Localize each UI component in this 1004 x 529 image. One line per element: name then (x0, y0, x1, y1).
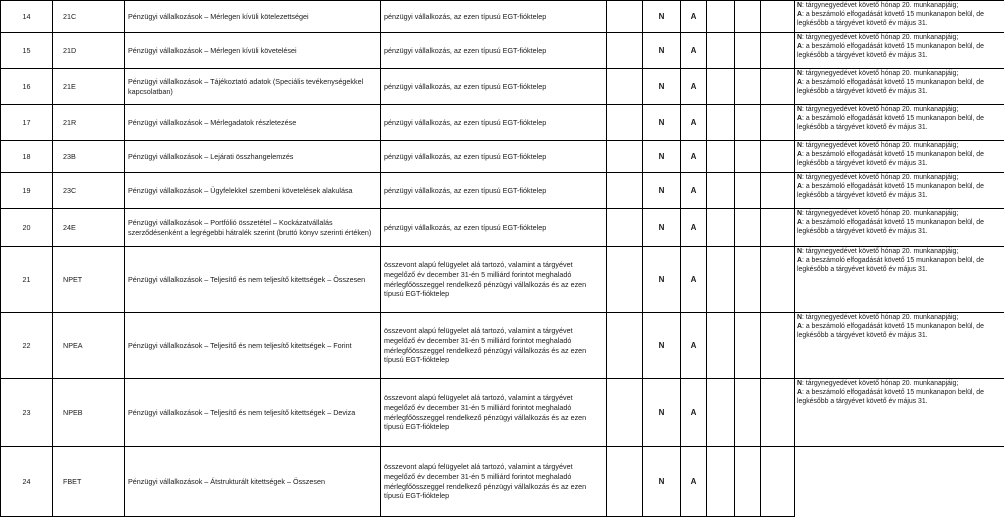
report-name: Pénzügyi vállalkozások – Teljesítő és nem teljesítő kitettségek – Deviza (125, 379, 381, 447)
empty-cell (761, 209, 795, 247)
frequency-a: A (681, 141, 707, 173)
deadline-remark (795, 379, 1004, 447)
frequency-a: A (681, 105, 707, 141)
empty-cell (607, 313, 643, 379)
table-row (1, 173, 1004, 209)
frequency-a: A (681, 69, 707, 105)
frequency-n: N (643, 313, 681, 379)
remark-text: : tárgynegyedévet követő hónap 20. munkanapjáig; (801, 70, 959, 77)
deadline-remark (795, 173, 1004, 209)
empty-cell (735, 209, 761, 247)
empty-cell (761, 141, 795, 173)
remark-key: A (797, 389, 802, 397)
empty-cell (707, 33, 735, 69)
row-number: 18 (1, 141, 53, 173)
remark-key: N (797, 210, 802, 217)
empty-cell (707, 209, 735, 247)
report-name: Pénzügyi vállalkozások – Mérlegen kívüli követelései (125, 33, 381, 69)
empty-cell (607, 33, 643, 69)
reporter-scope: pénzügyi vállalkozás, az ezen típusú EGT-fióktelep (381, 33, 607, 69)
remark-text: : a beszámoló elfogadását követő 15 munkanapon belül, de legkésőbb a tárgyévet követő év május 31. (797, 11, 984, 28)
empty-cell (795, 447, 1004, 517)
remark-key: A (797, 11, 802, 19)
remark-text: : a beszámoló elfogadását követő 15 munkanapon belül, de legkésőbb a tárgyévet követő év május 31. (797, 323, 984, 340)
reporter-scope: pénzügyi vállalkozás, az ezen típusú EGT-fióktelep (381, 141, 607, 173)
empty-cell (761, 447, 795, 517)
remark-text: : tárgynegyedévet követő hónap 20. munkanapjáig; (801, 142, 959, 149)
empty-cell (607, 173, 643, 209)
empty-cell (707, 313, 735, 379)
remark-text: : tárgynegyedévet követő hónap 20. munkanapjáig; (801, 314, 959, 321)
remark-text: : a beszámoló elfogadását követő 15 munkanapon belül, de legkésőbb a tárgyévet követő év május 31. (797, 219, 984, 236)
frequency-a: A (681, 173, 707, 209)
empty-cell (761, 313, 795, 379)
deadline-remark (795, 69, 1004, 105)
empty-cell (761, 173, 795, 209)
deadline-remark (795, 209, 1004, 247)
frequency-a: A (681, 33, 707, 69)
remark-key: A (797, 151, 802, 159)
frequency-a: A (681, 247, 707, 313)
empty-cell (735, 1, 761, 33)
remark-key: A (797, 323, 802, 331)
remark-key: N (797, 174, 802, 181)
remark-text: : tárgynegyedévet követő hónap 20. munkanapjáig; (801, 380, 959, 387)
empty-cell (607, 247, 643, 313)
frequency-a: A (681, 313, 707, 379)
report-code: 21R (53, 105, 125, 141)
empty-cell (761, 69, 795, 105)
frequency-a: A (681, 447, 707, 517)
remark-text: : a beszámoló elfogadását követő 15 munkanapon belül, de legkésőbb a tárgyévet követő év május 31. (797, 43, 984, 60)
frequency-n: N (643, 69, 681, 105)
frequency-a: A (681, 379, 707, 447)
remark-key: N (797, 380, 802, 387)
deadline-remark (795, 105, 1004, 141)
empty-cell (607, 447, 643, 517)
empty-cell (761, 247, 795, 313)
empty-cell (707, 69, 735, 105)
remark-key: N (797, 34, 802, 41)
report-code: NPEA (53, 313, 125, 379)
table-row (1, 209, 1004, 247)
frequency-n: N (643, 379, 681, 447)
row-number: 24 (1, 447, 53, 517)
empty-cell (735, 69, 761, 105)
empty-cell (761, 1, 795, 33)
empty-cell (761, 105, 795, 141)
remark-key: N (797, 106, 802, 113)
remark-text: : tárgynegyedévet követő hónap 20. munkanapjáig; (801, 106, 959, 113)
remark-text: : a beszámoló elfogadását követő 15 munkanapon belül, de legkésőbb a tárgyévet követő év május 31. (797, 151, 984, 168)
report-code: 23B (53, 141, 125, 173)
frequency-n: N (643, 247, 681, 313)
remark-key: A (797, 43, 802, 51)
table-row (1, 1, 1004, 33)
remark-text: : tárgynegyedévet követő hónap 20. munkanapjáig; (801, 174, 959, 181)
report-name: Pénzügyi vállalkozások – Tájékoztató adatok (Speciális tevékenységekkel kapcsolatban) (125, 69, 381, 105)
row-number: 22 (1, 313, 53, 379)
reporter-scope: összevont alapú felügyelet alá tartozó, valamint a tárgyévet megelőző év december 31-én 5 milliárd forintot meghaladó mérlegfőösszeggel rendelkező pénzügyi vállalkozás és az ezen típusú EGT-fióktelep (381, 447, 607, 517)
frequency-n: N (643, 105, 681, 141)
remark-text: : a beszámoló elfogadását követő 15 munkanapon belül, de legkésőbb a tárgyévet követő év május 31. (797, 257, 984, 274)
empty-cell (707, 247, 735, 313)
reporter-scope: összevont alapú felügyelet alá tartozó, valamint a tárgyévet megelőző év december 31-én 5 milliárd forintot meghaladó mérlegfőösszeggel rendelkező pénzügyi vállalkozás és az ezen típusú EGT-fióktelep (381, 313, 607, 379)
report-name: Pénzügyi vállalkozások – Portfólió összetétel – Kockázatvállalás szerződésenként a legrégebbi hátralék szerint (bruttó könyv szerinti értéken) (125, 209, 381, 247)
empty-cell (707, 105, 735, 141)
frequency-n: N (643, 1, 681, 33)
report-name: Pénzügyi vállalkozások – Mérlegadatok részletezése (125, 105, 381, 141)
row-number: 15 (1, 33, 53, 69)
reporter-scope: pénzügyi vállalkozás, az ezen típusú EGT-fióktelep (381, 1, 607, 33)
frequency-a: A (681, 1, 707, 33)
empty-cell (607, 105, 643, 141)
report-code: FBET (53, 447, 125, 517)
frequency-n: N (643, 33, 681, 69)
remark-key: A (797, 79, 802, 87)
reporter-scope: pénzügyi vállalkozás, az ezen típusú EGT-fióktelep (381, 105, 607, 141)
remark-text: : tárgynegyedévet követő hónap 20. munkanapjáig; (801, 210, 959, 217)
empty-cell (735, 379, 761, 447)
reporter-scope: pénzügyi vállalkozás, az ezen típusú EGT-fióktelep (381, 69, 607, 105)
row-number: 20 (1, 209, 53, 247)
deadline-remark (795, 1, 1004, 33)
row-number: 17 (1, 105, 53, 141)
remark-key: A (797, 115, 802, 123)
empty-cell (707, 447, 735, 517)
reporter-scope: pénzügyi vállalkozás, az ezen típusú EGT-fióktelep (381, 209, 607, 247)
report-code: 21C (53, 1, 125, 33)
row-number: 21 (1, 247, 53, 313)
frequency-n: N (643, 141, 681, 173)
remark-text: : a beszámoló elfogadását követő 15 munkanapon belül, de legkésőbb a tárgyévet követő év május 31. (797, 183, 984, 200)
report-code: 23C (53, 173, 125, 209)
frequency-n: N (643, 447, 681, 517)
empty-cell (735, 313, 761, 379)
empty-cell (607, 141, 643, 173)
remark-key: N (797, 248, 802, 255)
remark-key: A (797, 219, 802, 227)
report-code: 21D (53, 33, 125, 69)
row-number: 16 (1, 69, 53, 105)
deadline-remark (795, 247, 1004, 313)
table-row (1, 105, 1004, 141)
frequency-n: N (643, 173, 681, 209)
remark-text: : tárgynegyedévet követő hónap 20. munkanapjáig; (801, 248, 959, 255)
empty-cell (707, 379, 735, 447)
frequency-a: A (681, 209, 707, 247)
empty-cell (607, 379, 643, 447)
remark-key: N (797, 142, 802, 149)
empty-cell (735, 141, 761, 173)
remark-text: : tárgynegyedévet követő hónap 20. munkanapjáig; (801, 2, 959, 9)
report-code: 21E (53, 69, 125, 105)
deadline-remark (795, 313, 1004, 379)
remark-key: N (797, 314, 802, 321)
report-code: NPEB (53, 379, 125, 447)
remark-text: : tárgynegyedévet követő hónap 20. munkanapjáig; (801, 34, 959, 41)
deadline-remark (795, 141, 1004, 173)
row-number: 19 (1, 173, 53, 209)
empty-cell (735, 447, 761, 517)
row-number: 23 (1, 379, 53, 447)
empty-cell (707, 173, 735, 209)
table-row (1, 379, 1004, 447)
empty-cell (707, 141, 735, 173)
table-row (1, 247, 1004, 313)
report-name: Pénzügyi vállalkozások – Teljesítő és nem teljesítő kitettségek – Összesen (125, 247, 381, 313)
table-row (1, 313, 1004, 379)
table-row (1, 141, 1004, 173)
deadline-remark (795, 33, 1004, 69)
empty-cell (607, 209, 643, 247)
report-code: NPET (53, 247, 125, 313)
empty-cell (607, 1, 643, 33)
table-row (1, 33, 1004, 69)
remark-text: : a beszámoló elfogadását követő 15 munkanapon belül, de legkésőbb a tárgyévet követő év május 31. (797, 389, 984, 406)
row-number: 14 (1, 1, 53, 33)
empty-cell (735, 247, 761, 313)
report-name: Pénzügyi vállalkozások – Átstrukturált kitettségek – Összesen (125, 447, 381, 517)
remark-key: A (797, 183, 802, 191)
empty-cell (607, 69, 643, 105)
empty-cell (735, 105, 761, 141)
report-code: 24E (53, 209, 125, 247)
remark-text: : a beszámoló elfogadását követő 15 munkanapon belül, de legkésőbb a tárgyévet követő év május 31. (797, 79, 984, 96)
report-name: Pénzügyi vállalkozások – Ügyfelekkel szembeni követelések alakulása (125, 173, 381, 209)
empty-cell (761, 379, 795, 447)
reporter-scope: összevont alapú felügyelet alá tartozó, valamint a tárgyévet megelőző év december 31-én 5 milliárd forintot meghaladó mérlegfőösszeggel rendelkező pénzügyi vállalkozás és az ezen típusú EGT-fióktelep (381, 379, 607, 447)
table-row (1, 69, 1004, 105)
report-name: Pénzügyi vállalkozások – Mérlegen kívüli kötelezettségei (125, 1, 381, 33)
empty-cell (735, 173, 761, 209)
remark-text: : a beszámoló elfogadását követő 15 munkanapon belül, de legkésőbb a tárgyévet követő év május 31. (797, 115, 984, 132)
empty-cell (707, 1, 735, 33)
remark-key: N (797, 2, 802, 9)
remark-key: A (797, 257, 802, 265)
table-row (1, 447, 1004, 517)
empty-cell (735, 33, 761, 69)
frequency-n: N (643, 209, 681, 247)
reporter-scope: pénzügyi vállalkozás, az ezen típusú EGT-fióktelep (381, 173, 607, 209)
report-name: Pénzügyi vállalkozások – Lejárati összhangelemzés (125, 141, 381, 173)
report-name: Pénzügyi vállalkozások – Teljesítő és nem teljesítő kitettségek – Forint (125, 313, 381, 379)
empty-cell (761, 33, 795, 69)
reporter-scope: összevont alapú felügyelet alá tartozó, valamint a tárgyévet megelőző év december 31-én 5 milliárd forintot meghaladó mérlegfőösszeggel rendelkező pénzügyi vállalkozás és az ezen típusú EGT-fióktelep (381, 247, 607, 313)
remark-key: N (797, 70, 802, 77)
